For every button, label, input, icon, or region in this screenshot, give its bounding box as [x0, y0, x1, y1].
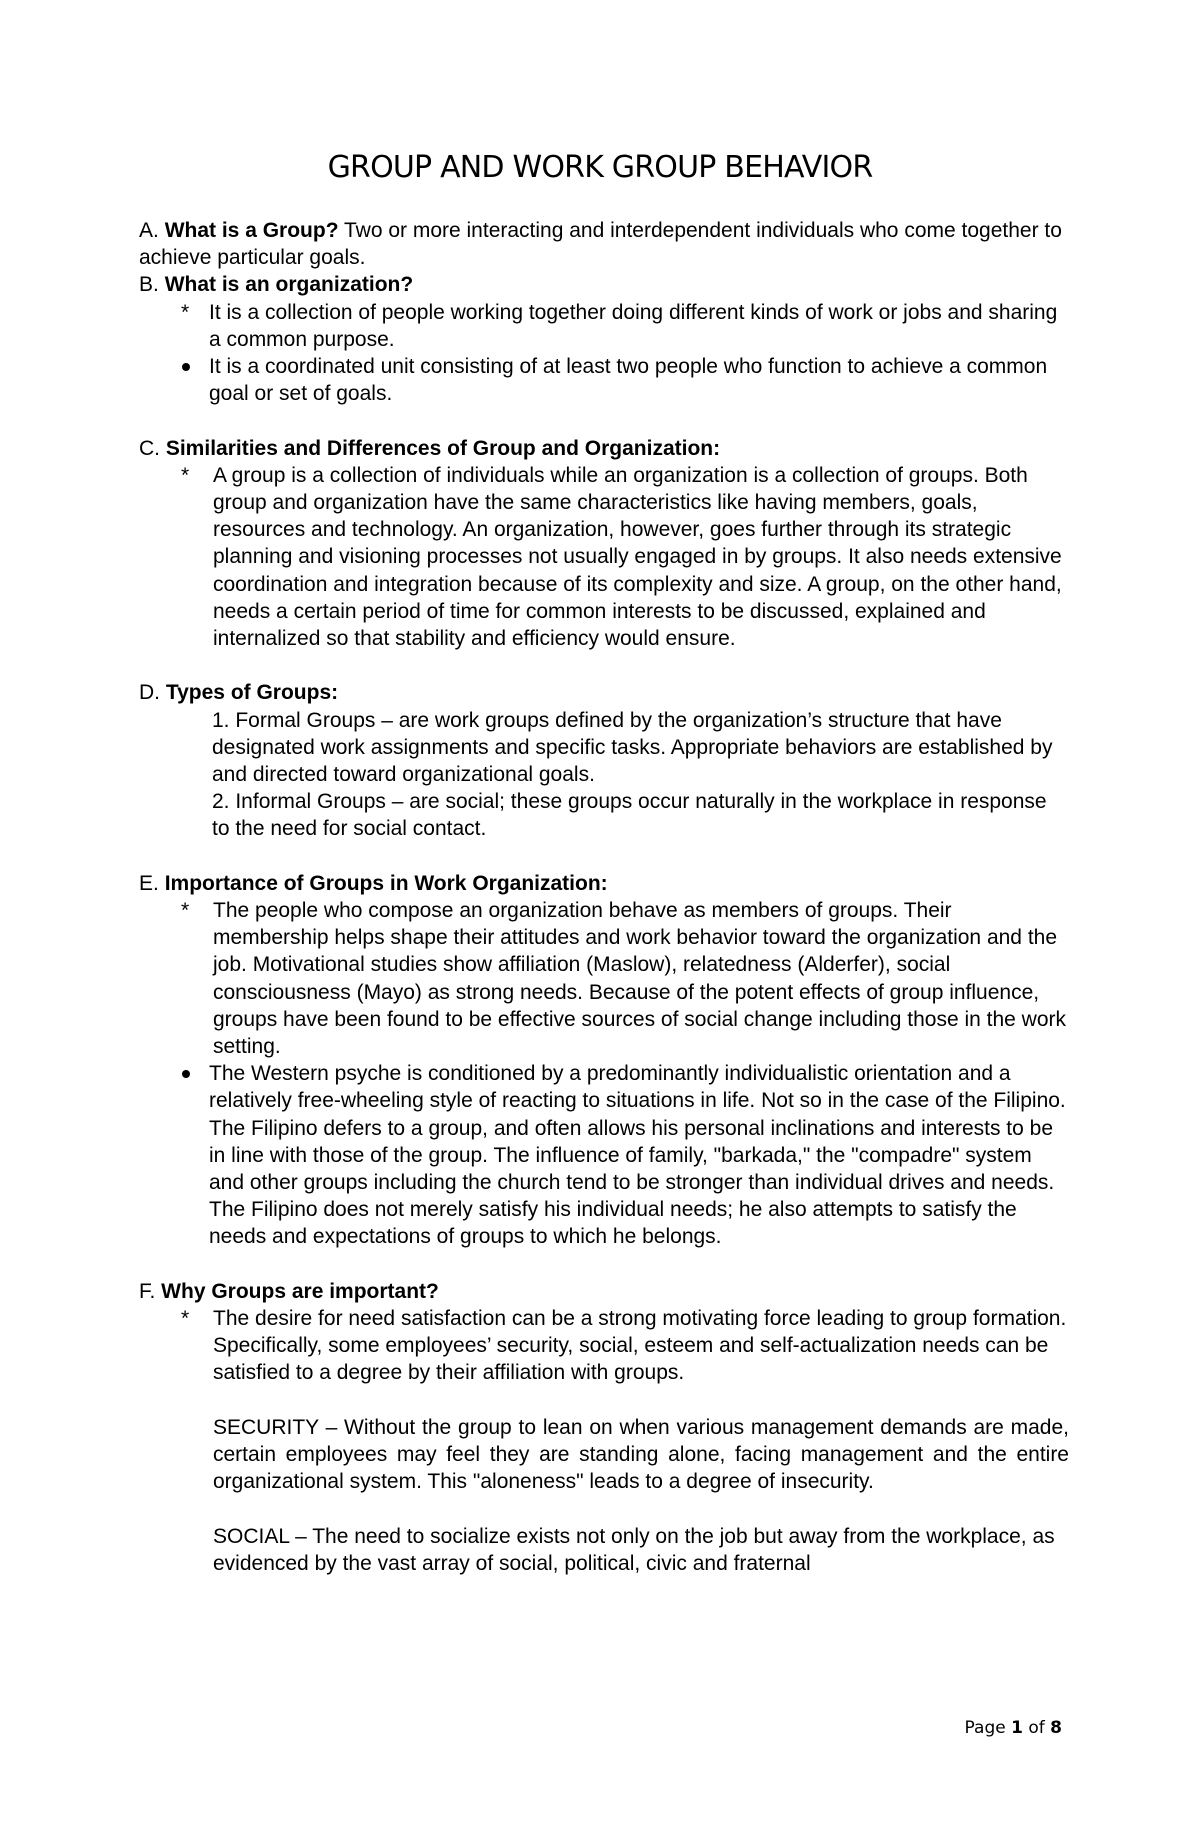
section-d-prefix: D. — [139, 681, 166, 705]
section-e-heading: Importance of Groups in Work Organization: — [164, 871, 608, 895]
section-c-item-1-text: A group is a collection of individuals while an organization is a collection of groups. Both group and organization have the same characteristics like having members, goals, resources and technology. An organization, however, goes further through its strategic planning and visioning processes not usually engaged in by groups. It also needs extensive coordination and integration because of its complexity and size. A group, on the other hand, needs a certain period of time for common interests to be discussed, explained and internalized so that stability and efficiency would ensure. — [213, 463, 1062, 651]
section-e-item-1-text: The people who compose an organization behave as members of groups. Their membership helps shape their attitudes and work behavior toward the organization and the job. Motivational studies show affiliation (Maslow), relatedness (Alderfer), social consciousness (Mayo) as strong needs. Because of the potent effects of group influence, groups have been found to be effective sources of social change including those in the work setting. — [213, 899, 1067, 1059]
section-b-item-1-text: It is a collection of people working together doing different kinds of work or jobs and sharing a common purpose. — [209, 300, 1058, 351]
section-b-item-1 — [139, 299, 1069, 353]
section-b-heading: What is an organization? — [164, 273, 414, 297]
section-c-title — [139, 435, 1069, 462]
section-d-item-2: 2. Informal Groups – are social; these groups occur naturally in the workplace in response to the need for social contact. — [212, 790, 1047, 841]
section-a-prefix: A. — [139, 219, 165, 242]
section-f — [139, 1278, 1069, 1577]
asterisk-bullet: * — [181, 463, 190, 487]
section-f-item-1-text: The desire for need satisfaction can be a strong motivating force leading to group formation. Specifically, some employees’ security, social, esteem and self-actualization needs can be satisfied to a degree by their affiliation with groups. — [213, 1307, 1067, 1385]
section-f-title — [139, 1278, 1069, 1305]
section-e-prefix: E. — [139, 871, 165, 895]
document-title: GROUP AND WORK GROUP BEHAVIOR — [327, 150, 873, 185]
page-number: 1 — [1011, 1718, 1023, 1738]
section-a-text: Two or more interacting and interdependent individuals who come together to achieve particular goals. — [139, 219, 1062, 270]
document-body — [139, 217, 1069, 1577]
section-b-item-2 — [139, 353, 1069, 407]
security-paragraph: SECURITY – Without the group to lean on when various management demands are made, certain employees may feel they are standing alone, facing management and the entire organizational system. This "aloneness" leads to a degree of insecurity. — [213, 1415, 1069, 1494]
section-e-item-1 — [139, 897, 1069, 1060]
section-d-item-1: 1. Formal Groups – are work groups defined by the organization’s structure that have designated work assignments and specific tasks. Appropriate behaviors are established by and directed toward organizational goals. — [212, 708, 1053, 787]
bullet-dot-icon — [182, 363, 190, 371]
bullet-dot-icon — [182, 1070, 190, 1078]
section-e-title — [139, 870, 1069, 897]
section-c — [139, 435, 1069, 653]
section-a-heading: What is a Group? — [164, 219, 339, 242]
section-d-heading: Types of Groups: — [165, 681, 339, 705]
of-label: of — [1022, 1718, 1051, 1738]
asterisk-bullet: * — [181, 1307, 190, 1331]
social-paragraph: SOCIAL – The need to socialize exists not only on the job but away from the workplace, as evidenced by the vast array of social, political, civic and fraternal — [213, 1524, 1055, 1575]
total-pages: 8 — [1050, 1718, 1062, 1738]
section-c-heading: Similarities and Differences of Group and Organization: — [165, 436, 721, 460]
section-b-title — [139, 271, 1069, 298]
page-footer — [965, 1718, 1062, 1738]
section-e-item-2 — [139, 1060, 1069, 1250]
section-a — [139, 217, 1069, 271]
section-b-item-2-text: It is a coordinated unit consisting of at least two people who function to achieve a common goal or set of goals. — [209, 355, 1048, 406]
page-label: Page — [964, 1718, 1012, 1738]
section-f-prefix: F. — [139, 1279, 162, 1303]
asterisk-bullet: * — [181, 300, 190, 324]
section-b-prefix: B. — [139, 273, 165, 297]
section-b — [139, 271, 1069, 407]
section-c-item-1 — [139, 462, 1069, 652]
section-e — [139, 870, 1069, 1251]
section-d — [139, 679, 1069, 842]
section-e-item-2-text: The Western psyche is conditioned by a predominantly individualistic orientation and a relatively free-wheeling style of reacting to situations in life. Not so in the case of the Filipino. The Filipino defers to a group, and often allows his personal inclinations and interests to be in line with those of the group. The influence of family, "barkada," the "compadre" system and other groups including the church tend to be stronger than individual drives and needs. The Filipino does not merely satisfy his individual needs; he also attempts to satisfy the needs and expectations of groups to which he belongs. — [209, 1062, 1066, 1249]
section-f-item-1 — [139, 1305, 1069, 1387]
section-d-title — [139, 679, 1069, 706]
asterisk-bullet: * — [181, 899, 190, 923]
section-c-prefix: C. — [139, 436, 166, 460]
section-f-heading: Why Groups are important? — [161, 1279, 439, 1303]
